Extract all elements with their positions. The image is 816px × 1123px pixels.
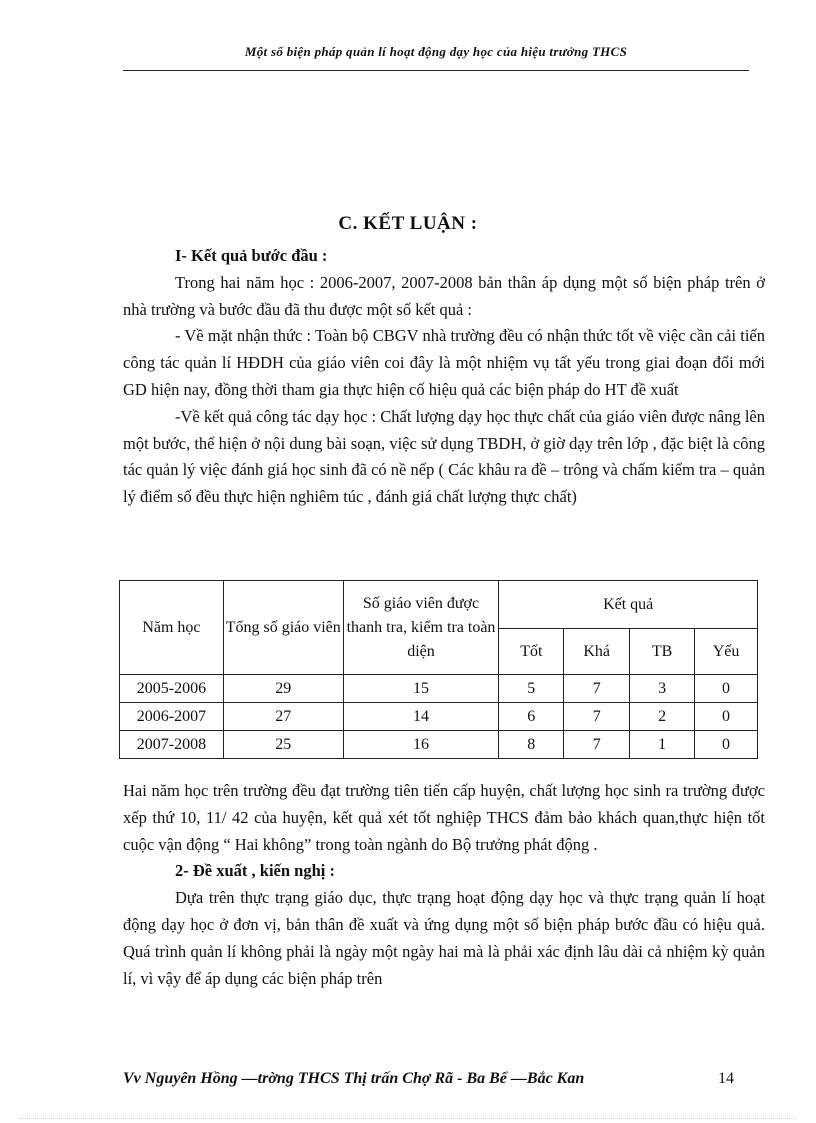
cell-good: 6 — [499, 703, 564, 731]
cell-inspected: 16 — [343, 731, 499, 759]
cell-fair: 7 — [564, 675, 630, 703]
results-table — [119, 580, 758, 759]
cell-good: 5 — [499, 675, 564, 703]
header-total-teachers: Tổng số giáo viên — [223, 581, 343, 675]
part2-heading: 2- Đề xuất , kiến nghị : — [175, 861, 335, 881]
cell-average: 1 — [630, 731, 695, 759]
conclusion-part2 — [123, 778, 765, 992]
conclusion-part1 — [123, 243, 765, 511]
cell-inspected: 15 — [343, 675, 499, 703]
part2-text: Dựa trên thực trạng giáo dục, thực trạng hoạt động dạy học và thực trạng quản lí hoạt động dạy học ở đơn vị, bản thân đề xuất và ứng dụng một số biện pháp bước đầu có hiệu quả. Quá trình quản lí không phải là ngày một ngày hai mà là phải xác định lâu dài cả nhiệm kỳ quản lí, vì vậy để áp dụng các biện pháp trên — [123, 888, 765, 988]
header-inspected-teachers: Số giáo viên được thanh tra, kiểm tra toàn diện — [343, 581, 499, 675]
header-grade-average: TB — [630, 629, 695, 675]
after-table-paragraph: Hai năm học trên trường đều đạt trường tiên tiến cấp huyện, chất lượng học sinh ra trường được xếp thứ 10, 11/ 42 của huyện, kết quả xét tốt nghiệp THCS đảm bảo khách quan,thực hiện tốt cuộc vận động “ Hai không” trong toàn ngành do Bộ trưởng phát động . — [123, 781, 765, 854]
header-grade-good: Tốt — [499, 629, 564, 675]
cell-total: 25 — [223, 731, 343, 759]
header-divider — [123, 70, 749, 71]
header-results: Kết quả — [499, 581, 758, 629]
cell-good: 8 — [499, 731, 564, 759]
running-header: Một số biện pháp quản lí hoạt động dạy học của hiệu trưởng THCS — [244, 44, 628, 59]
cell-year: 2005-2006 — [120, 675, 224, 703]
cell-fair: 7 — [564, 731, 630, 759]
part1-teaching: -Về kết quả công tác dạy học : Chất lượng dạy học thực chất của giáo viên được nâng lên một bước, thể hiện ở nội dung bài soạn, việc sử dụng TBDH, ở giờ dạy trên lớp , đặc biệt là công tác quản lý việc đánh giá học sinh đã có nề nếp ( Các khâu ra đề – trông và chấm kiểm tra – quản lý điểm số đều thực hiện nghiêm túc , đánh giá chất lượng thực chất) — [123, 406, 765, 507]
cell-total: 29 — [223, 675, 343, 703]
part1-heading: I- Kết quả bước đầu : — [175, 246, 328, 265]
part1-intro: Trong hai năm học : 2006-2007, 2007-2008 bản thân áp dụng một số biện pháp trên ở nhà trường và bước đầu đã thu được một số kết quả : — [123, 272, 765, 319]
cell-average: 3 — [630, 675, 695, 703]
part1-awareness: - Về mặt nhận thức : Toàn bộ CBGV nhà trường đều có nhận thức tốt về việc cần cải tiến công tác quản lí HĐDH của giáo viên coi đây là một nhiệm vụ tất yếu trong giai đoạn đổi mới GD hiện nay, đồng thời tham gia thực hiện cố hiệu quả các biện pháp do HT đề xuất — [123, 326, 765, 399]
cell-fair: 7 — [564, 703, 630, 731]
header-grade-fair: Khá — [564, 629, 630, 675]
header-year: Năm học — [120, 581, 224, 675]
cell-average: 2 — [630, 703, 695, 731]
section-title: C. KẾT LUẬN : — [338, 213, 478, 234]
cell-weak: 0 — [695, 675, 758, 703]
table-row — [120, 675, 758, 703]
cell-year: 2006-2007 — [120, 703, 224, 731]
cell-weak: 0 — [695, 703, 758, 731]
table-row — [120, 703, 758, 731]
footer-author: Vv Nguyên Hồng —trờng THCS Thị trấn Chợ Rã - Ba Bể —Bắc Kan — [123, 1070, 585, 1087]
cell-total: 27 — [223, 703, 343, 731]
cell-weak: 0 — [695, 731, 758, 759]
header-grade-weak: Yếu — [695, 629, 758, 675]
cell-inspected: 14 — [343, 703, 499, 731]
page-bottom-divider — [20, 1118, 796, 1119]
cell-year: 2007-2008 — [120, 731, 224, 759]
page-number: 14 — [718, 1070, 734, 1087]
table-row — [120, 731, 758, 759]
